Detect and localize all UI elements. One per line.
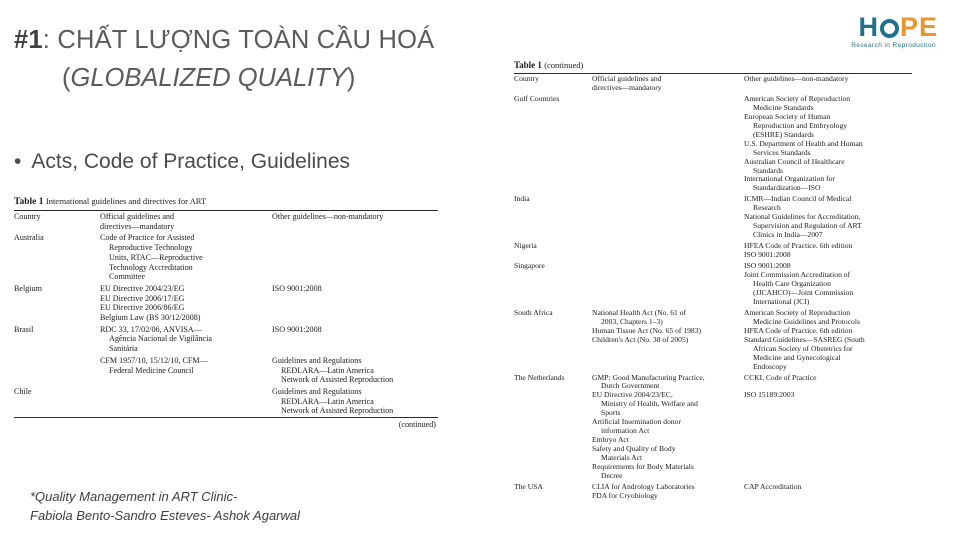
table-right-caption — [514, 60, 912, 73]
cell-mandatory-line: information Act — [601, 426, 650, 436]
cell-mandatory — [100, 386, 272, 417]
cell-mandatory-line: EU Directive 2006/86/EG — [100, 303, 185, 313]
cell-nonmandatory — [744, 194, 912, 241]
title-paren-close: ) — [346, 64, 356, 92]
cell-mandatory-line: GMP: Good Manufacturing Practice, — [592, 372, 705, 382]
cell-nonmandatory-line: Network of Assisted Reproduction — [281, 406, 394, 416]
cell-nonmandatory-line: Medicine Guidelines and Protocols — [753, 316, 860, 326]
cell-nonmandatory — [272, 232, 438, 283]
cell-nonmandatory-line: Research — [753, 203, 781, 213]
title-number: #1 — [14, 26, 43, 54]
cell-mandatory-line: National Health Act (No. 61 of — [592, 307, 687, 317]
table-right-grid — [514, 74, 912, 502]
cell-nonmandatory — [272, 355, 438, 386]
title-line-2 — [62, 64, 574, 93]
cell-nonmandatory-line: HFEA Code of Practice. 6th edition — [744, 241, 853, 251]
col-header-mandatory-l2: directives—mandatory — [592, 82, 662, 92]
cell-nonmandatory-line: Clinics in India—2007 — [753, 230, 823, 240]
col-header-nonmandatory: Other guidelines—non-mandatory — [272, 212, 384, 221]
logo-letters-pe: PE — [899, 12, 938, 42]
table-international-guidelines — [14, 196, 438, 429]
cell-nonmandatory-line: ISO 9001:2008 — [744, 250, 791, 260]
cell-mandatory-line: RDC 33, 17/02/06, ANVISA— — [100, 324, 202, 334]
cell-mandatory — [592, 261, 744, 308]
cell-nonmandatory-line: Network of Assisted Reproduction — [281, 375, 394, 385]
table-right-body — [514, 94, 912, 502]
cell-mandatory-line: 2003, Chapters 1–3) — [601, 316, 663, 326]
cell-nonmandatory-line: ICMR—Indian Council of Medical — [744, 194, 852, 204]
table-row — [514, 194, 912, 241]
cell-nonmandatory-line: ISO 15189:2003 — [744, 390, 795, 400]
table-right-head — [514, 74, 912, 94]
cell-nonmandatory-line: REDLARA—Latin America — [281, 365, 374, 375]
cell-mandatory — [592, 94, 744, 194]
cell-nonmandatory-line: (ESHRE) Standards — [753, 129, 814, 139]
cell-mandatory-line: Code of Practice for Assisted — [100, 233, 195, 243]
cell-mandatory-line: Ministry of Health, Welfare and — [601, 399, 698, 409]
cell-nonmandatory-line: African Society of Obstetrics for — [753, 343, 853, 353]
table-left-caption — [14, 196, 438, 210]
title-paren-open: ( — [62, 64, 71, 92]
cell-country: India — [514, 194, 530, 204]
cell-mandatory-line: Sanitária — [109, 344, 138, 354]
table-row — [514, 482, 912, 502]
cell-mandatory-line: Committee — [109, 272, 145, 282]
cell-mandatory-line: CLIA for Andrology Laboratories — [592, 481, 695, 491]
cell-mandatory-line: EU Directive 2004/23/EC, — [592, 390, 673, 400]
cell-mandatory — [592, 482, 744, 502]
cell-country: Gulf Countries — [514, 93, 560, 103]
col-header-mandatory — [100, 211, 272, 232]
table-row — [514, 373, 912, 482]
table-right-caption-text: (continued) — [544, 60, 584, 70]
table-left-head — [14, 211, 438, 232]
bullet-label: Acts, Code of Practice, Guidelines — [31, 150, 351, 173]
cell-mandatory-line: Artificial Insemination donor — [592, 417, 681, 427]
table-row — [514, 308, 912, 373]
cell-nonmandatory-line: Supervision and Regulation of ART — [753, 221, 862, 231]
table-row — [514, 261, 912, 308]
table-row — [14, 324, 438, 355]
cell-mandatory-line: Reproductive Technology — [109, 243, 193, 253]
slide-title — [14, 26, 574, 93]
cell-mandatory-line: Embryo Act — [592, 435, 629, 445]
cell-nonmandatory-line: Health Care Organization — [753, 278, 831, 288]
cell-nonmandatory-line: Reproduction and Embryology — [753, 120, 848, 130]
cell-nonmandatory-line: HFEA Code of Practice. 6th edition — [744, 325, 853, 335]
bullet-item — [14, 150, 350, 174]
cell-mandatory-line: Belgium Law (BS 30/12/2008) — [100, 313, 201, 323]
cell-nonmandatory-line: American Society of Reproduction — [744, 93, 851, 103]
logo-wordmark — [851, 14, 938, 41]
logo-letter-h: H — [858, 12, 879, 42]
cell-mandatory — [592, 241, 744, 261]
table-left-body — [14, 232, 438, 417]
footnote-line-2: Fabiola Bento-Sandro Esteves- Ashok Agarwal — [30, 507, 301, 523]
table-row — [14, 283, 438, 324]
cell-mandatory-line: Human Tissue Act (No. 65 of 1983) — [592, 325, 702, 335]
cell-nonmandatory-line: European Society of Human — [744, 111, 831, 121]
table-row-header — [14, 211, 438, 232]
col-header-mandatory-l1: Official guidelines and — [592, 74, 662, 83]
cell-nonmandatory-line: Endoscopy — [753, 361, 787, 371]
cell-nonmandatory-line: CCKL Code of Practice — [744, 372, 817, 382]
cell-nonmandatory-line: Standards — [753, 165, 783, 175]
cell-nonmandatory — [744, 261, 912, 308]
source-footnote — [30, 488, 300, 526]
cell-mandatory-line: Units, RTAC—Reproductive — [109, 252, 203, 262]
cell-nonmandatory-line: Guidelines and Regulations — [272, 355, 362, 365]
cell-mandatory-line: EU Directive 2006/17/EG — [100, 293, 185, 303]
table-row — [514, 241, 912, 261]
cell-mandatory-line: Safety and Quality of Body — [592, 444, 676, 454]
cell-nonmandatory-line: ISO 9001:2008 — [272, 324, 322, 334]
logo-o-ring-icon — [880, 19, 899, 38]
cell-country: Australia — [14, 233, 44, 243]
hope-logo — [851, 14, 938, 50]
title-text-vi: : CHẤT LƯỢNG TOÀN CẦU HOÁ — [42, 26, 435, 54]
cell-country — [14, 355, 100, 386]
cell-nonmandatory-line: Guidelines and Regulations — [272, 386, 362, 396]
cell-nonmandatory-line: National Guidelines for Accreditation, — [744, 212, 861, 222]
col-header-mandatory-l1: Official guidelines and — [100, 212, 175, 221]
table-international-guidelines-continued — [514, 60, 912, 502]
footnote-line-1: *Quality Management in ART Clinic- — [30, 489, 238, 504]
col-header-mandatory-l2: directives—mandatory — [100, 221, 175, 231]
cell-mandatory-line: Materials Act — [601, 453, 643, 463]
table-row — [14, 232, 438, 283]
cell-country: Nigeria — [514, 241, 537, 251]
cell-mandatory — [100, 324, 272, 355]
cell-mandatory-line: CFM 1957/10, 15/12/10, CFM— — [100, 355, 208, 365]
cell-mandatory-line: Children's Act (No. 38 of 2005) — [592, 334, 689, 344]
cell-mandatory — [592, 194, 744, 241]
cell-nonmandatory-line: CAP Accreditation — [744, 481, 802, 491]
cell-nonmandatory-line: Joint Commission Accreditation of — [744, 270, 851, 280]
cell-mandatory-line: Decree — [601, 470, 623, 480]
cell-mandatory — [100, 283, 272, 324]
cell-nonmandatory — [272, 386, 438, 417]
cell-nonmandatory — [744, 241, 912, 261]
cell-mandatory — [592, 373, 744, 482]
cell-mandatory-line: Technology Accreditation — [109, 262, 193, 272]
cell-nonmandatory — [272, 324, 438, 355]
cell-mandatory — [100, 232, 272, 283]
table-row — [14, 386, 438, 417]
logo-tagline: Research in Reproduction — [851, 42, 936, 49]
col-header-country: Country — [14, 212, 41, 221]
cell-mandatory — [100, 355, 272, 386]
cell-nonmandatory — [744, 482, 912, 502]
cell-nonmandatory-line: Australian Council of Healthcare — [744, 156, 845, 166]
cell-mandatory-line: Agência Nacional de Vigilância — [109, 334, 212, 344]
cell-mandatory-line: Sports — [601, 408, 621, 418]
cell-mandatory-line: Requirements for Body Materials — [592, 462, 694, 472]
cell-nonmandatory-line: (JJCAHCO)—Joint Commission — [753, 287, 854, 297]
col-header-country: Country — [514, 74, 539, 83]
cell-nonmandatory-line: Medicine Standards — [753, 102, 814, 112]
title-line-1 — [14, 26, 574, 55]
cell-nonmandatory — [744, 308, 912, 373]
cell-nonmandatory-line: American Society of Reproduction — [744, 307, 851, 317]
col-header-mandatory — [592, 74, 744, 94]
cell-nonmandatory — [744, 94, 912, 194]
cell-country: Chile — [14, 386, 32, 396]
cell-mandatory-line: EU Directive 2004/23/EG — [100, 283, 185, 293]
table-row — [14, 355, 438, 386]
cell-nonmandatory-line: U.S. Department of Health and Human — [744, 138, 863, 148]
title-text-en: GLOBALIZED QUALITY — [70, 64, 347, 92]
cell-mandatory — [592, 308, 744, 373]
cell-nonmandatory — [744, 373, 912, 482]
table-row — [514, 94, 912, 194]
table-row-header — [514, 74, 912, 94]
cell-nonmandatory-line: Medicine and Gynecological — [753, 352, 841, 362]
table-left-continued-note: (continued) — [398, 420, 436, 430]
cell-country: Singapore — [514, 261, 545, 271]
cell-country: South Africa — [514, 307, 553, 317]
cell-nonmandatory-line: International Organization for — [744, 174, 835, 184]
cell-nonmandatory — [272, 283, 438, 324]
table-left-grid — [14, 211, 438, 417]
cell-nonmandatory-line: ISO 9001:2008 — [272, 283, 322, 293]
cell-nonmandatory-line: REDLARA—Latin America — [281, 396, 374, 406]
cell-nonmandatory-line: ISO 9001:2008 — [744, 261, 791, 271]
cell-country: The Netherlands — [514, 372, 565, 382]
table-left-label: Table 1 — [14, 197, 44, 207]
table-left-caption-text: International guidelines and directives for ART — [45, 196, 207, 206]
col-header-nonmandatory: Other guidelines—non-mandatory — [744, 74, 849, 83]
cell-nonmandatory-line: Services Standards — [753, 147, 811, 157]
cell-nonmandatory-line: Standard Guidelines—SASREG (South — [744, 334, 865, 344]
cell-country: Brasil — [14, 324, 34, 334]
cell-country: The USA — [514, 481, 543, 491]
table-right-label: Table 1 — [514, 60, 542, 70]
cell-country: Belgium — [14, 283, 42, 293]
cell-nonmandatory-line: International (JCI) — [753, 296, 810, 306]
cell-mandatory-line: Dutch Government — [601, 381, 660, 391]
cell-mandatory-line: FDA for Cryobiology — [592, 490, 658, 500]
bullet-dot-icon: • — [14, 150, 22, 173]
cell-mandatory-line: Federal Medicine Council — [109, 365, 194, 375]
cell-nonmandatory-line: Standardization—ISO — [753, 183, 821, 193]
